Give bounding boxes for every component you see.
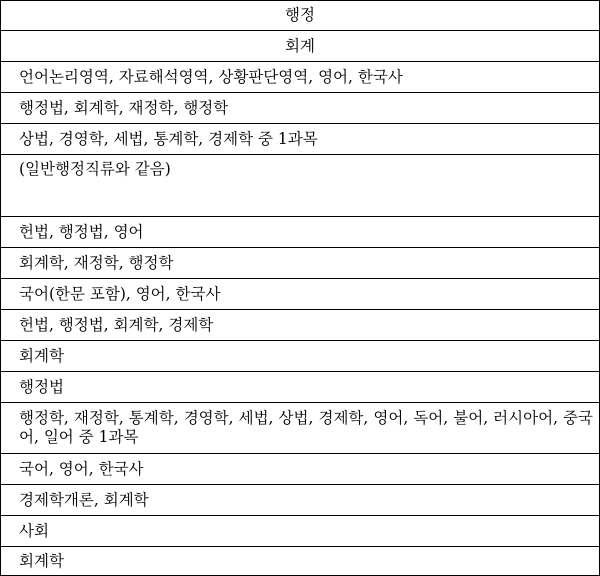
table-row [1, 516, 600, 547]
table-row [1, 547, 600, 576]
table-cell: 상법, 경영학, 세법, 통계학, 경제학 중 1과목 [1, 124, 600, 155]
table-cell: 국어, 영어, 한국사 [1, 454, 600, 485]
table-cell: 사회 [1, 516, 600, 547]
table-cell: 행정학, 재정학, 통계학, 경영학, 세법, 상법, 경제학, 영어, 독어, 불어, 러시아어, 중국어, 일어 중 1과목 [1, 403, 600, 454]
table-cell: 행정법, 회계학, 재정학, 행정학 [1, 93, 600, 124]
table-row [1, 62, 600, 93]
table-cell: 헌법, 행정법, 회계학, 경제학 [1, 310, 600, 341]
table-row [1, 248, 600, 279]
table-row [1, 310, 600, 341]
table-row [1, 217, 600, 248]
table-cell: 경제학개론, 회계학 [1, 485, 600, 516]
table-row [1, 31, 600, 62]
table-cell: 행정 [1, 1, 600, 31]
table-cell: 언어논리영역, 자료해석영역, 상황판단영역, 영어, 한국사 [1, 62, 600, 93]
table-row [1, 93, 600, 124]
table-cell: 회계학, 재정학, 행정학 [1, 248, 600, 279]
table-row [1, 279, 600, 310]
table-row [1, 454, 600, 485]
table-row [1, 403, 600, 454]
table-cell: 회계 [1, 31, 600, 62]
table-cell: 헌법, 행정법, 영어 [1, 217, 600, 248]
table-cell: 회계학 [1, 547, 600, 576]
table-row [1, 341, 600, 372]
table-row [1, 1, 600, 31]
table-row [1, 485, 600, 516]
table-cell: 회계학 [1, 341, 600, 372]
table-row [1, 124, 600, 155]
table-cell: (일반행정직류와 같음) [1, 155, 600, 217]
table-row [1, 155, 600, 217]
table-cell: 행정법 [1, 372, 600, 403]
table-row [1, 372, 600, 403]
table-cell: 국어(한문 포함), 영어, 한국사 [1, 279, 600, 310]
